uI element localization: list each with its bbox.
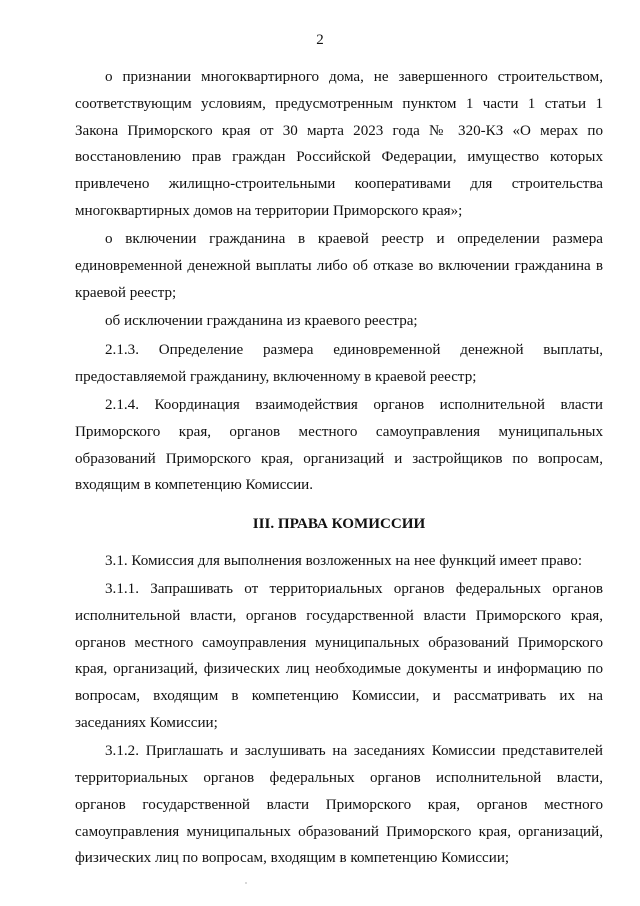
text-line: единовременной денежной выплаты либо об отказе во включении гражданина в bbox=[75, 258, 603, 275]
text-line: самоуправления муниципальных образований Приморского края, организаций, bbox=[75, 823, 603, 840]
paragraph bbox=[75, 226, 603, 306]
text-line: 3.1. Комиссия для выполнения возложенных на нее функций имеет право: bbox=[105, 552, 583, 569]
text-line: территориальных органов федеральных органов исполнительной власти, bbox=[75, 770, 603, 787]
text-line: соответствующим условиям, предусмотренным пунктом 1 части 1 статьи 1 bbox=[75, 95, 603, 112]
text-line: 2.1.4. Координация взаимодействия органов исполнительной власти bbox=[105, 396, 603, 413]
text-line: края, организаций, физических лиц необходимые документы и информацию по bbox=[75, 661, 603, 678]
text-line: восстановлению прав граждан Российской Федерации, имущество которых bbox=[75, 149, 603, 166]
text-line: вопросам, входящим в компетенцию Комиссии, и рассматривать их на bbox=[75, 688, 603, 705]
text-line: образований Приморского края, организаций и застройщиков по вопросам, bbox=[75, 450, 603, 467]
page-number: 2 bbox=[316, 32, 324, 48]
paragraph bbox=[75, 308, 603, 335]
paragraph bbox=[75, 392, 603, 499]
text-line: входящим в компетенцию Комиссии. bbox=[75, 477, 314, 494]
text-line: многоквартирных домов на территории Приморского края»; bbox=[75, 202, 463, 219]
text-line: краевой реестр; bbox=[75, 284, 177, 301]
scan-speck bbox=[245, 882, 247, 884]
text-line: органов местного самоуправления муниципальных образований Приморского bbox=[75, 634, 603, 651]
text-line: об исключении гражданина из краевого реестра; bbox=[105, 313, 418, 330]
text-line: физических лиц по вопросам, входящим в компетенцию Комиссии; bbox=[75, 850, 510, 867]
paragraph bbox=[75, 337, 603, 391]
document-body bbox=[75, 64, 603, 874]
text-line: о включении гражданина в краевой реестр и определении размера bbox=[105, 231, 603, 248]
text-line: 3.1.1. Запрашивать от территориальных органов федеральных органов bbox=[105, 580, 603, 597]
text-line: привлечено жилищно-строительными кооперативами для строительства bbox=[75, 176, 603, 193]
text-line: заседаниях Комиссии; bbox=[75, 714, 218, 731]
text-line: 2.1.3. Определение размера единовременной денежной выплаты, bbox=[105, 341, 603, 358]
text-line: органов государственной власти Приморского края, органов местного bbox=[75, 796, 603, 813]
paragraphs-after-heading bbox=[75, 548, 603, 874]
text-line: о признании многоквартирного дома, не завершенного строительством, bbox=[105, 69, 603, 85]
paragraph bbox=[75, 738, 603, 872]
text-line: предоставляемой гражданину, включенному в краевой реестр; bbox=[75, 368, 477, 385]
section-heading: III. ПРАВА КОМИССИИ bbox=[252, 515, 426, 532]
text-line: 3.1.2. Приглашать и заслушивать на заседаниях Комиссии представителей bbox=[105, 743, 603, 760]
text-line: Приморского края, органов местного самоуправления муниципальных bbox=[75, 423, 603, 440]
paragraph bbox=[75, 576, 603, 737]
paragraphs-before-heading bbox=[75, 64, 603, 501]
text-line: Закона Приморского края от 30 марта 2023 года № 320-КЗ «О мерах по bbox=[75, 122, 603, 139]
text-line: исполнительной власти, органов государственной власти Приморского края, bbox=[75, 607, 603, 624]
paragraph bbox=[75, 64, 603, 225]
paragraph bbox=[75, 548, 603, 575]
